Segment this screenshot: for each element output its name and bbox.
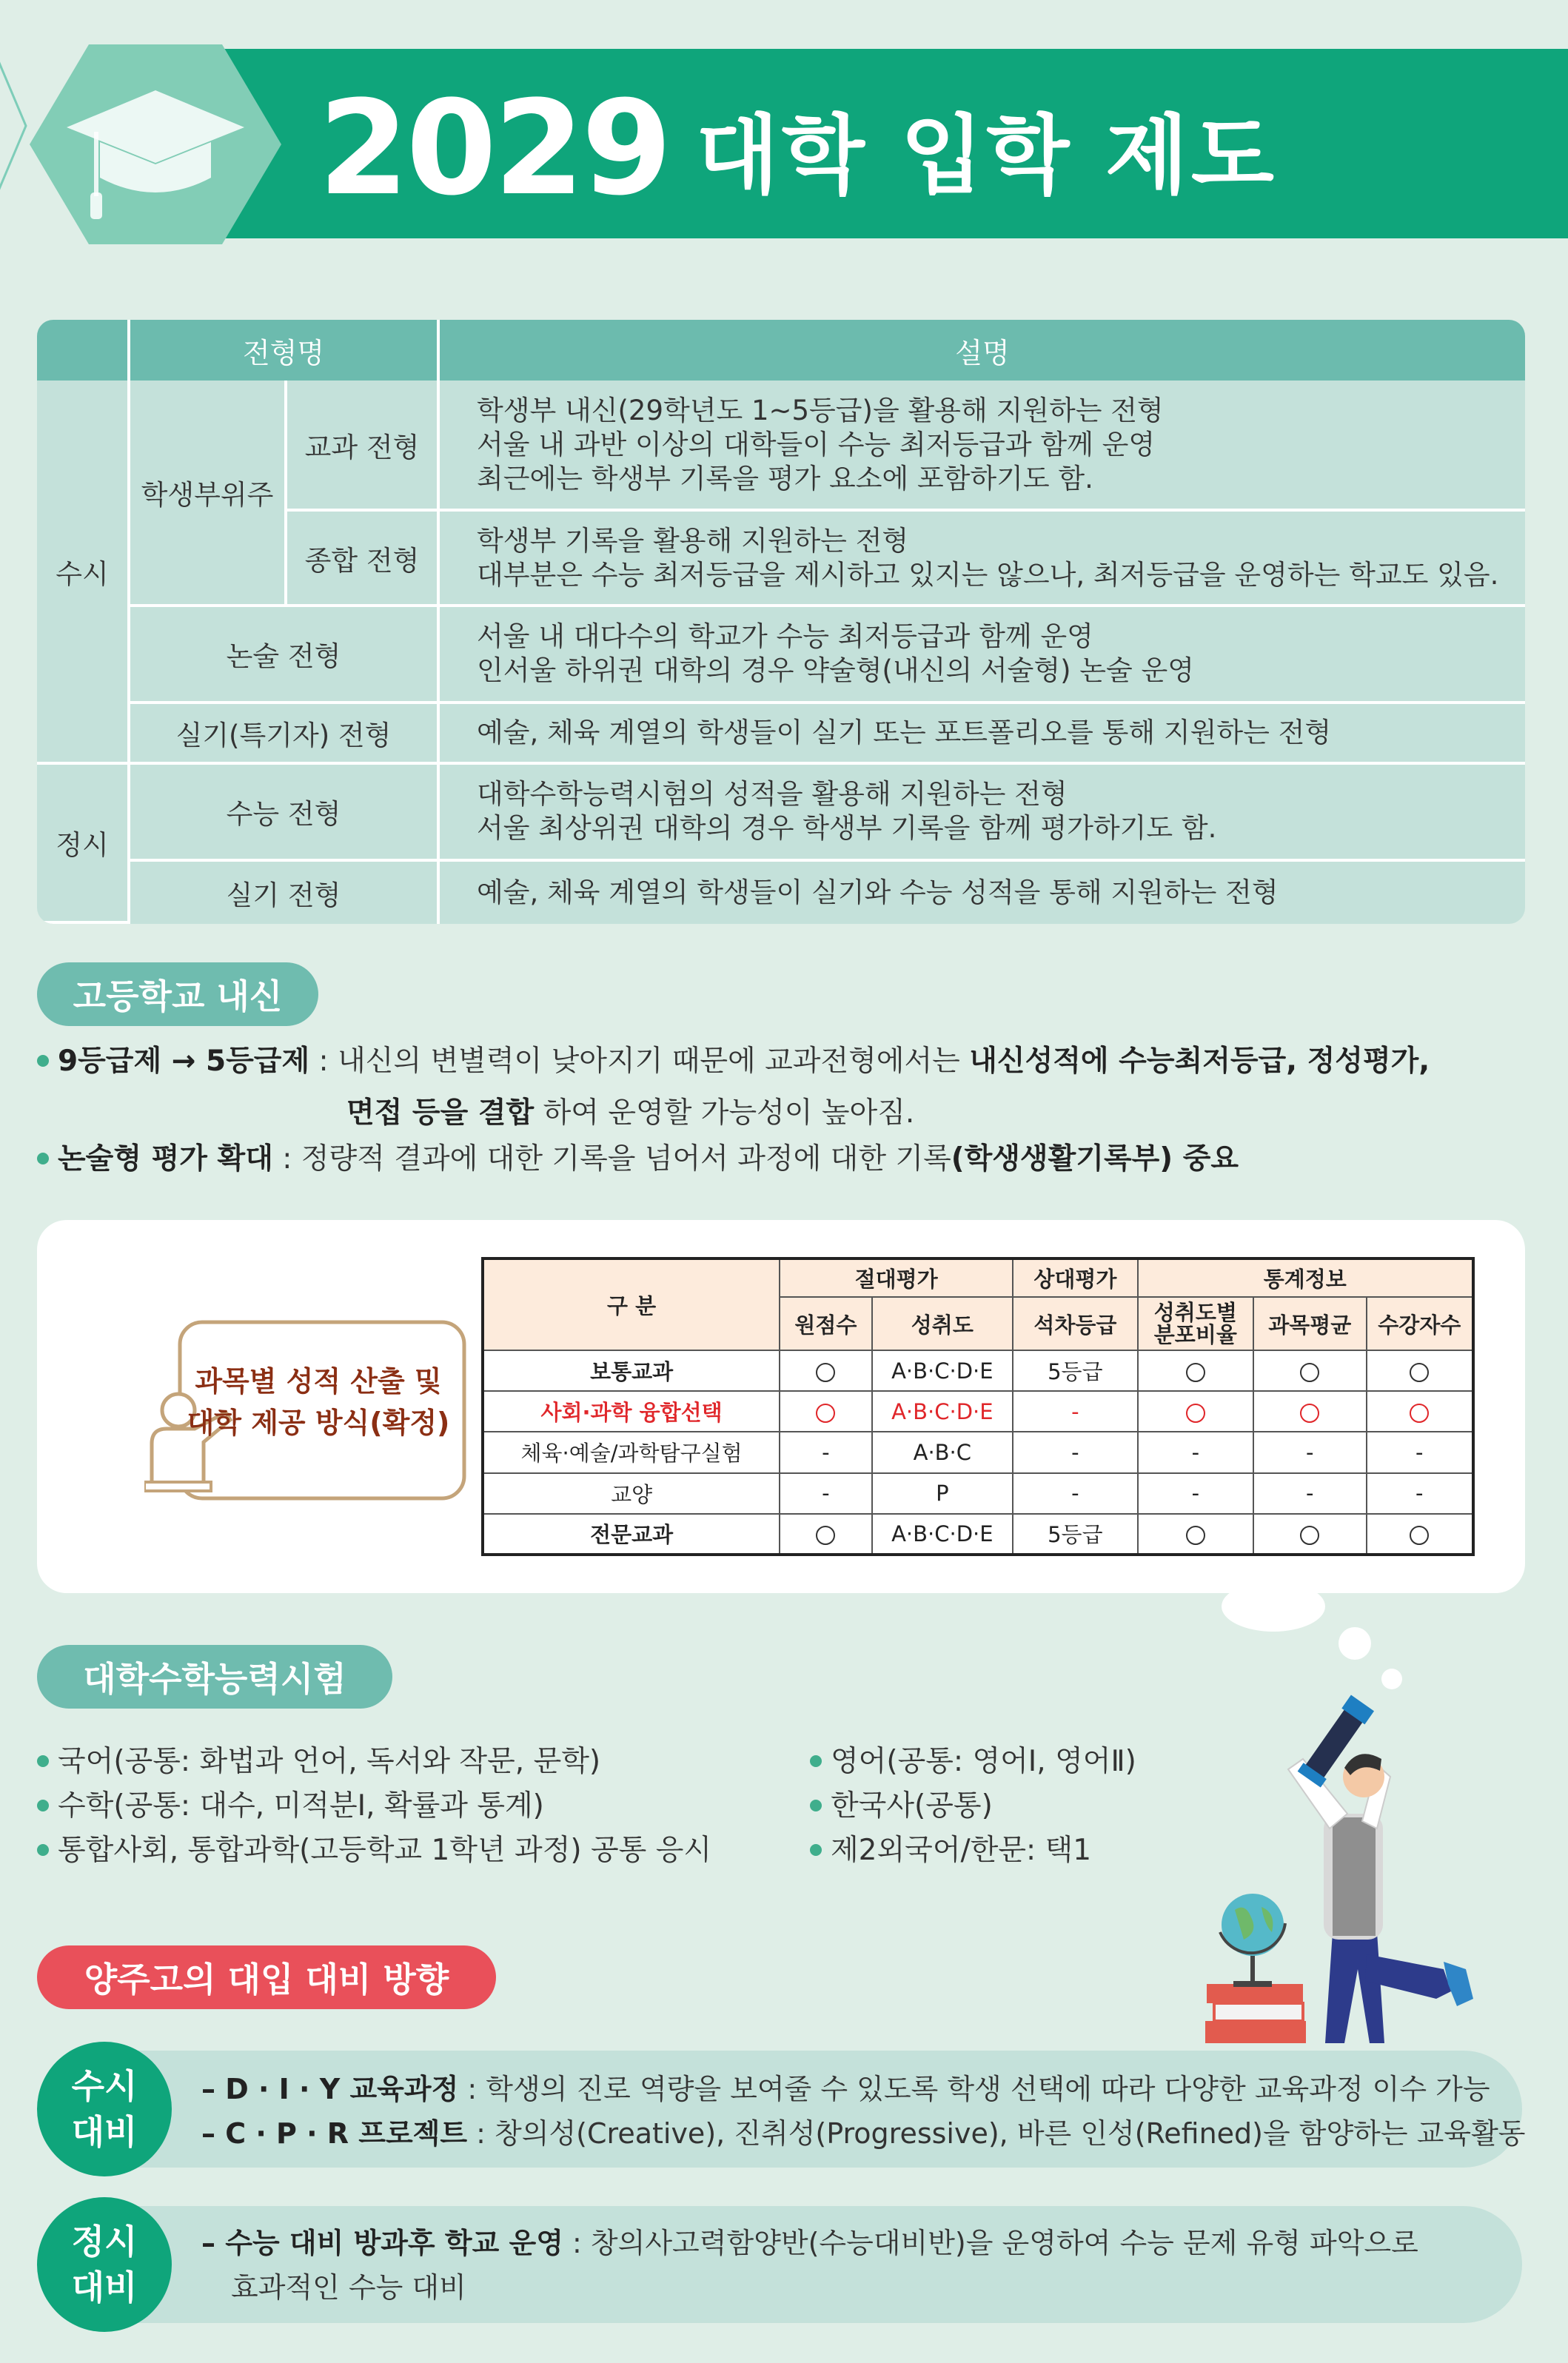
group-absolute: 절대평가 — [780, 1258, 1013, 1297]
cell: 5등급 — [1013, 1514, 1138, 1555]
group-relative: 상대평가 — [1013, 1258, 1138, 1297]
suneung-left-1 — [37, 1741, 600, 1783]
admission-table — [37, 320, 1525, 924]
cell — [780, 1514, 871, 1555]
cell — [780, 1391, 871, 1432]
suneung-left-2 — [37, 1786, 544, 1827]
circle-icon — [816, 1363, 835, 1382]
col-raw: 원점수 — [780, 1297, 871, 1350]
cell: P — [872, 1473, 1013, 1514]
text: : 정량적 결과에 대한 기록을 넘어서 과정에 대한 기록 — [272, 1142, 951, 1176]
susi-prep-line-2 — [201, 2111, 1526, 2156]
table-row — [37, 607, 1525, 704]
table-row — [483, 1514, 1473, 1555]
direction-section-pill: 양주고의 대입 대비 방향 — [37, 1945, 496, 2009]
cell: A·B·C — [872, 1432, 1013, 1472]
row-label: 체육·예술/과학탐구실험 — [483, 1432, 780, 1472]
suneung-section-pill: 대학수학능력시험 — [37, 1645, 392, 1709]
naesin-section-pill: 고등학교 내신 — [37, 962, 318, 1026]
circle-icon — [1410, 1404, 1429, 1423]
header-subtitle: 대학 입학 제도 — [695, 105, 1277, 206]
susi-cell: 수시 — [37, 381, 130, 765]
cell: - — [1138, 1473, 1253, 1514]
desc-line: 대학수학능력시험의 성적을 활용해 지원하는 전형 — [477, 778, 1068, 811]
text: 한국사(공통) — [831, 1789, 993, 1823]
text: : 창의성(Creative), 진취성(Progressive), 바른 인성(Refined)을 함양하는 교육활동 — [467, 2117, 1526, 2150]
cell — [1253, 1391, 1366, 1432]
text: 국어(공통: 화법과 언어, 독서와 작문, 문학) — [58, 1745, 601, 1778]
bullet-dot — [37, 1844, 49, 1856]
bullet-dot — [37, 1755, 49, 1767]
desc-line: 최근에는 학생부 기록을 평가 요소에 포함하기도 함. — [477, 462, 1093, 495]
cell — [1138, 1391, 1253, 1432]
badge-line: 수시 — [71, 2066, 138, 2106]
jeongsi-cell: 정시 — [37, 765, 130, 924]
text: : 창의사고력함양반(수능대비반)을 운영하여 수능 문제 유형 파악으로 — [563, 2227, 1418, 2259]
table-row — [37, 862, 1525, 924]
cell: A·B·C·D·E — [872, 1350, 1013, 1391]
bullet-dot — [37, 1153, 49, 1164]
telescope-man-illustration — [1199, 1688, 1481, 2058]
jeongsi-prep-line-2: 효과적인 수능 대비 — [231, 2271, 466, 2304]
col-count: 수강자수 — [1367, 1297, 1473, 1350]
circle-icon — [816, 1404, 835, 1423]
corner-cell — [37, 320, 130, 381]
col-line: 성취도별 — [1153, 1300, 1237, 1325]
bold-text: – C · P · R 프로젝트 — [201, 2117, 468, 2150]
nonsul-desc — [440, 607, 1525, 704]
desc-line: 대부분은 수능 최저등급을 제시하고 있지는 않으나, 최저등급을 운영하는 학교도 있음. — [477, 558, 1499, 591]
table-row — [483, 1391, 1473, 1432]
header-year: 2029 — [318, 72, 669, 224]
col-average: 과목평균 — [1253, 1297, 1366, 1350]
student-record-group: 학생부위주 — [130, 381, 287, 606]
cell: A·B·C·D·E — [872, 1514, 1013, 1555]
desc-line: 서울 내 대다수의 학교가 수능 최저등급과 함께 운영 — [477, 620, 1093, 653]
silgi-name: 실기 전형 — [130, 862, 440, 924]
circle-icon — [1410, 1363, 1429, 1382]
col-line: 분포비율 — [1153, 1322, 1237, 1347]
suneung-name: 수능 전형 — [130, 765, 440, 862]
row-label: 전문교과 — [483, 1514, 780, 1555]
cell — [1253, 1350, 1366, 1391]
row-label: 사회·과학 융합선택 — [483, 1391, 780, 1432]
desc-line: 학생부 기록을 활용해 지원하는 전형 — [477, 524, 909, 557]
jeongsi-prep-badge — [37, 2197, 172, 2332]
grade-panel — [37, 1220, 1525, 1593]
suneung-right-3 — [810, 1830, 1091, 1871]
cell: - — [1367, 1473, 1473, 1514]
cell: - — [1253, 1473, 1366, 1514]
bold-text: 논술형 평가 확대 — [58, 1142, 273, 1176]
circle-icon — [1300, 1526, 1319, 1545]
page-title — [318, 72, 1277, 224]
silgi-desc — [440, 862, 1525, 924]
col-header-name: 전형명 — [130, 320, 440, 381]
suneung-left-3 — [37, 1830, 711, 1871]
cell — [1367, 1514, 1473, 1555]
naesin-bullet-2 — [37, 1139, 1239, 1180]
table-row — [483, 1350, 1473, 1391]
text: 하여 운영할 가능성이 높아짐. — [534, 1096, 915, 1130]
group-stats: 통계정보 — [1138, 1258, 1473, 1297]
speech-line: 대학 제공 방식(확정) — [187, 1407, 450, 1439]
col-header-desc: 설명 — [440, 320, 1525, 381]
desc-line: 서울 내 과반 이상의 대학들이 수능 최저등급과 함께 운영 — [477, 428, 1156, 460]
desc-line: 인서울 하위권 대학의 경우 약술형(내신의 서술형) 논술 운영 — [477, 654, 1195, 687]
bullet-dot — [810, 1755, 822, 1767]
graduation-cap-icon — [30, 44, 281, 244]
col-achievement: 성취도 — [872, 1297, 1013, 1350]
desc-line: 서울 최상위권 대학의 경우 학생부 기록을 함께 평가하기도 함. — [477, 812, 1217, 845]
row-label: 보통교과 — [483, 1350, 780, 1391]
text: : 내신의 변별력이 낮아지기 때문에 교과전형에서는 — [309, 1045, 970, 1078]
desc-line: 예술, 체육 계열의 학생들이 실기와 수능 성적을 통해 지원하는 전형 — [477, 876, 1279, 908]
text: 수학(공통: 대수, 미적분Ⅰ, 확률과 통계) — [58, 1789, 544, 1823]
speech-line: 과목별 성적 산출 및 — [195, 1365, 442, 1398]
naesin-bullet-1 — [37, 1041, 1430, 1082]
bullet-dot — [37, 1055, 49, 1067]
speech-text — [174, 1361, 463, 1444]
susi-prep-line-1 — [201, 2067, 1490, 2111]
corner-cell: 구 분 — [483, 1258, 780, 1350]
cell — [1367, 1350, 1473, 1391]
col-distribution — [1138, 1297, 1253, 1350]
circle-icon — [1186, 1526, 1205, 1545]
bold-text: (학생생활기록부) 중요 — [951, 1142, 1239, 1176]
bold-text: 내신성적에 수능최저등급, 정성평가, — [969, 1045, 1430, 1078]
table-row — [483, 1432, 1473, 1472]
text: 제2외국어/한문: 택1 — [831, 1834, 1092, 1867]
cell — [1253, 1514, 1366, 1555]
cell: - — [1253, 1432, 1366, 1472]
cell: A·B·C·D·E — [872, 1391, 1013, 1432]
gyogwa-desc — [440, 381, 1525, 512]
bullet-dot — [810, 1844, 822, 1856]
suneung-desc — [440, 765, 1525, 862]
table-row — [483, 1473, 1473, 1514]
cell: 5등급 — [1013, 1350, 1138, 1391]
bullet-dot — [810, 1800, 822, 1811]
cell — [780, 1350, 871, 1391]
table-header-row — [37, 320, 1525, 381]
jonghap-desc — [440, 512, 1525, 607]
cell: - — [1013, 1473, 1138, 1514]
circle-icon — [816, 1526, 835, 1545]
gyogwa-name: 교과 전형 — [287, 381, 440, 512]
badge-line: 정시 — [71, 2222, 138, 2262]
suneung-right-1 — [810, 1741, 1136, 1783]
table-row — [37, 381, 1525, 512]
circle-icon — [1300, 1363, 1319, 1382]
cell: - — [780, 1432, 871, 1472]
text: 영어(공통: 영어Ⅰ, 영어Ⅱ) — [831, 1745, 1136, 1778]
text: : 학생의 진로 역량을 보여줄 수 있도록 학생 선택에 따라 다양한 교육과정 이수 가능 — [458, 2073, 1490, 2105]
desc-line: 학생부 내신(29학년도 1~5등급)을 활용해 지원하는 전형 — [477, 394, 1164, 426]
circle-icon — [1186, 1404, 1205, 1423]
naesin-bullet-1-cont — [346, 1093, 914, 1134]
cell: - — [1013, 1432, 1138, 1472]
badge-line: 대비 — [71, 2268, 138, 2307]
desc-line: 예술, 체육 계열의 학생들이 실기 또는 포트폴리오를 통해 지원하는 전형 — [477, 716, 1332, 748]
globe-icon — [1220, 1894, 1285, 1987]
row-label: 교양 — [483, 1473, 780, 1514]
circle-icon — [1300, 1404, 1319, 1423]
bold-text: – 수능 대비 방과후 학교 운영 — [201, 2227, 563, 2259]
silgi-special-name: 실기(특기자) 전형 — [130, 704, 440, 765]
nonsul-name: 논술 전형 — [130, 607, 440, 704]
table-row — [37, 704, 1525, 765]
cell — [1138, 1514, 1253, 1555]
circle-icon — [1186, 1363, 1205, 1382]
cell — [1138, 1350, 1253, 1391]
silgi-special-desc — [440, 704, 1525, 765]
jonghap-name: 종합 전형 — [287, 512, 440, 607]
susi-prep-badge — [37, 2042, 172, 2176]
suneung-right-2 — [810, 1786, 993, 1827]
bold-text: – D · I · Y 교육과정 — [201, 2073, 459, 2105]
badge-line: 대비 — [71, 2112, 138, 2152]
bold-text: 면접 등을 결합 — [346, 1096, 535, 1130]
col-rank: 석차등급 — [1013, 1297, 1138, 1350]
cell: - — [1013, 1391, 1138, 1432]
table-row — [483, 1258, 1473, 1297]
cell — [1367, 1391, 1473, 1432]
cell: - — [1138, 1432, 1253, 1472]
jeongsi-prep-line-1 — [201, 2221, 1418, 2265]
text: 통합사회, 통합과학(고등학교 1학년 과정) 공통 응시 — [58, 1834, 712, 1867]
cell: - — [1367, 1432, 1473, 1472]
cell: - — [780, 1473, 871, 1514]
table-row — [37, 765, 1525, 862]
circle-icon — [1410, 1526, 1429, 1545]
bold-text: 9등급제 → 5등급제 — [58, 1045, 310, 1078]
grade-table — [481, 1257, 1475, 1556]
thought-bubbles — [1185, 1592, 1407, 1703]
bullet-dot — [37, 1800, 49, 1811]
